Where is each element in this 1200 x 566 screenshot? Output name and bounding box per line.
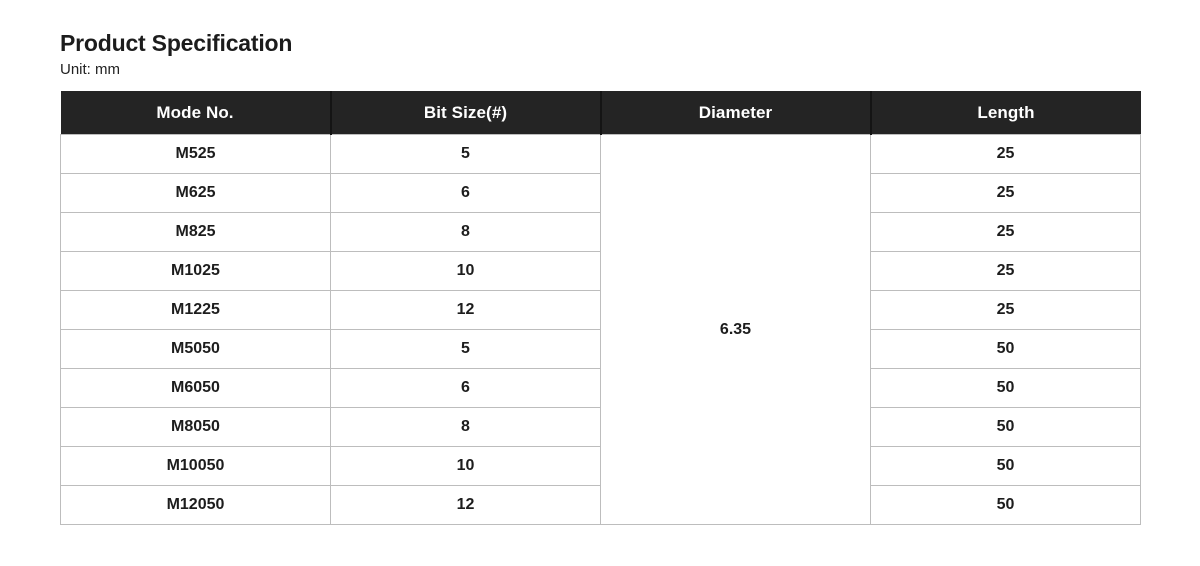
bit-size-cell: 6	[331, 174, 601, 213]
length-cell: 25	[871, 213, 1141, 252]
bit-size-cell: 10	[331, 447, 601, 486]
length-cell: 50	[871, 486, 1141, 525]
bit-size-cell: 5	[331, 330, 601, 369]
header-cell-bit-size: Bit Size(#)	[331, 92, 601, 135]
length-cell: 50	[871, 408, 1141, 447]
header-cell-mode-no: Mode No.	[61, 92, 331, 135]
product-spec-table	[60, 91, 1141, 525]
length-cell: 25	[871, 291, 1141, 330]
unit-label: Unit: mm	[60, 61, 120, 79]
length-cell: 25	[871, 252, 1141, 291]
mode-cell: M12050	[61, 486, 331, 525]
length-cell: 50	[871, 369, 1141, 408]
mode-cell: M1225	[61, 291, 331, 330]
length-cell: 25	[871, 174, 1141, 213]
mode-cell: M10050	[61, 447, 331, 486]
bit-size-cell: 12	[331, 486, 601, 525]
mode-cell: M6050	[61, 369, 331, 408]
mode-cell: M525	[61, 135, 331, 174]
bit-size-cell: 12	[331, 291, 601, 330]
length-cell: 50	[871, 330, 1141, 369]
mode-cell: M825	[61, 213, 331, 252]
bit-size-cell: 8	[331, 213, 601, 252]
diameter-merged-cell: 6.35	[601, 135, 871, 525]
table-row	[61, 135, 1141, 174]
bit-size-cell: 8	[331, 408, 601, 447]
header-cell-length: Length	[871, 92, 1141, 135]
table-body	[61, 135, 1141, 525]
bit-size-cell: 10	[331, 252, 601, 291]
bit-size-cell: 6	[331, 369, 601, 408]
mode-cell: M8050	[61, 408, 331, 447]
mode-cell: M625	[61, 174, 331, 213]
header-cell-diameter: Diameter	[601, 92, 871, 135]
mode-cell: M5050	[61, 330, 331, 369]
bit-size-cell: 5	[331, 135, 601, 174]
table-header-row	[61, 92, 1141, 135]
content-area	[60, 30, 1140, 525]
length-cell: 25	[871, 135, 1141, 174]
mode-cell: M1025	[61, 252, 331, 291]
page-title: Product Specification	[60, 30, 293, 56]
length-cell: 50	[871, 447, 1141, 486]
